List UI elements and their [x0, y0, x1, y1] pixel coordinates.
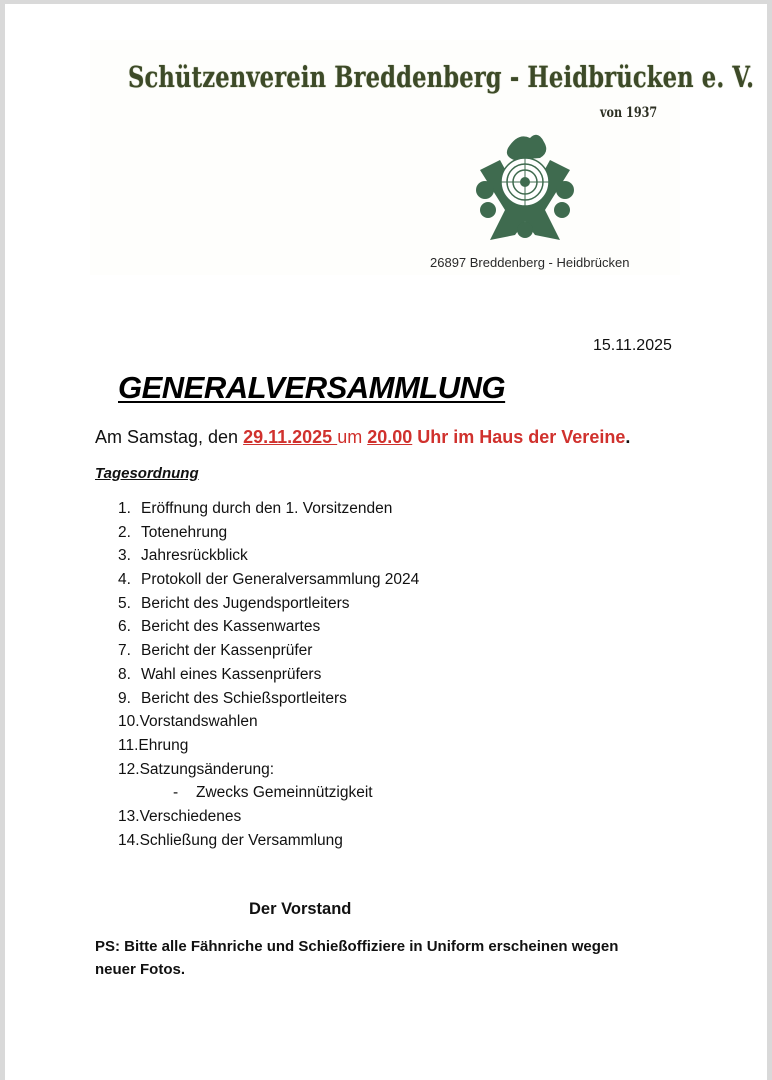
oak-leaf [556, 181, 574, 199]
invitation-prefix: Am Samstag, den [95, 427, 244, 447]
signature: Der Vorstand [249, 900, 352, 918]
agenda-list [118, 497, 419, 852]
club-address: 26897 Breddenberg - Heidbrücken [430, 255, 630, 270]
agenda-number: 12. [118, 760, 140, 778]
oak-leaf [554, 202, 570, 218]
agenda-text: Vorstandswahlen [139, 713, 258, 731]
document-title: GENERALVERSAMMLUNG [118, 370, 506, 405]
agenda-item [118, 710, 419, 734]
agenda-text: Bericht des Schießsportleiters [141, 689, 347, 707]
agenda-item [118, 592, 419, 616]
shooting-club-emblem-icon [470, 130, 580, 245]
agenda-text: Zwecks Gemeinnützigkeit [196, 784, 373, 802]
invitation-connector: um [337, 427, 368, 447]
agenda-text: Ehrung [138, 736, 189, 754]
agenda-text: Eröffnung durch den 1. Vorsitzenden [141, 500, 393, 517]
agenda-item [118, 568, 419, 592]
agenda-number: 1. [118, 500, 131, 517]
agenda-text: Verschiedenes [139, 807, 242, 825]
agenda-item [118, 805, 419, 829]
oak-leaf [480, 202, 496, 218]
agenda-bullet: - [173, 784, 179, 802]
agenda-text: Protokoll der Generalversammlung 2024 [141, 571, 420, 589]
agenda-text: Totenehrung [141, 523, 228, 541]
agenda-item [118, 758, 419, 782]
agenda-text: Bericht der Kassenprüfer [141, 642, 313, 660]
agenda-subitem [118, 781, 419, 805]
target [501, 158, 549, 206]
agenda-item [118, 663, 419, 687]
agenda-text: Wahl eines Kassenprüfers [141, 665, 322, 683]
agenda-item [118, 687, 419, 711]
founded-year: von 1937 [600, 105, 658, 121]
agenda-text: Bericht des Jugendsportleiters [141, 594, 350, 612]
agenda-number: 6. [118, 618, 131, 636]
agenda-number: 8. [118, 665, 131, 683]
agenda-number: 2. [118, 523, 131, 541]
oak-leaf [517, 222, 533, 238]
agenda-number: 11. [118, 736, 139, 754]
agenda-number: 7. [118, 642, 131, 660]
letter-date: 15.11.2025 [593, 337, 672, 354]
postscript: PS: Bitte alle Fähnriche und Schießoffiziere in Uniform erscheinen wegen neuer Fotos. [95, 938, 619, 978]
event-date: 29.11.2025 [243, 427, 338, 447]
club-name: Schützenverein Breddenberg - Heidbrücken e. V. [128, 60, 755, 94]
agenda-text: Jahresrückblick [141, 547, 248, 565]
agenda-item [118, 829, 419, 853]
agenda-text: Satzungsänderung: [139, 760, 274, 778]
invitation-end: . [625, 427, 631, 447]
agenda-number: 10. [118, 713, 140, 731]
agenda-item [118, 497, 419, 521]
agenda-number: 5. [118, 594, 131, 612]
agenda-number: 14. [118, 831, 140, 849]
agenda-number: 4. [118, 571, 131, 589]
agenda-item [118, 544, 419, 568]
agenda-item [118, 639, 419, 663]
oak-leaf [476, 181, 494, 199]
agenda-text: Schließung der Versammlung [139, 831, 343, 849]
event-location: Uhr im Haus der Vereine [412, 427, 626, 447]
agenda-heading: Tagesordnung [95, 465, 199, 482]
hat [507, 135, 546, 160]
invitation-line [95, 427, 630, 448]
agenda-item [118, 615, 419, 639]
agenda-number: 9. [118, 689, 131, 707]
agenda-item [118, 521, 419, 545]
agenda-item [118, 734, 419, 758]
agenda-number: 13. [118, 807, 140, 825]
agenda-text: Bericht des Kassenwartes [141, 618, 321, 636]
agenda-number: 3. [118, 547, 131, 565]
event-time: 20.00 [367, 427, 413, 447]
